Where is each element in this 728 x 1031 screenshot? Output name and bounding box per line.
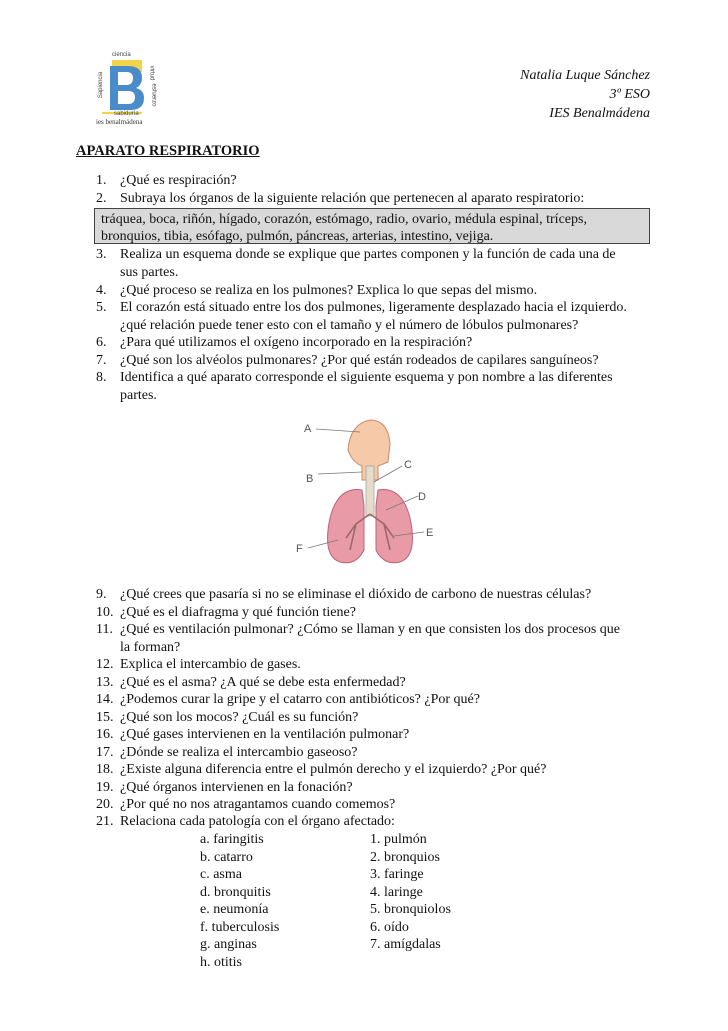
trachea bbox=[366, 466, 374, 516]
logo-word: esfuerzo bbox=[150, 83, 157, 107]
label-line bbox=[318, 472, 362, 474]
logo-word: sabiduría bbox=[114, 111, 139, 117]
organ-list-box bbox=[94, 208, 650, 244]
question-7: 7. ¿Qué son los alvéolos pulmonares? ¿Por qué están rodeados de capilares sanguíneos? bbox=[96, 353, 599, 368]
organ-item: 7. amígdalas bbox=[370, 937, 441, 952]
question-11-cont: la forman? bbox=[120, 640, 181, 655]
question-21: 21. Relaciona cada patología con el órgano afectado: bbox=[96, 814, 395, 829]
diagram-label-e: E bbox=[426, 527, 434, 539]
school-name: IES Benalmádena bbox=[549, 106, 650, 121]
logo-word: ciencia bbox=[112, 52, 131, 58]
logo-word: virtud bbox=[148, 65, 155, 81]
pathology-item: g. anginas bbox=[200, 937, 257, 952]
respiratory-system-diagram bbox=[290, 410, 450, 580]
question-18: 18. ¿Existe alguna diferencia entre el pulmón derecho y el izquierdo? ¿Por qué? bbox=[96, 762, 547, 777]
organ-item: 4. laringe bbox=[370, 884, 423, 900]
question-20: 20. ¿Por qué no nos atragantamos cuando comemos? bbox=[96, 797, 396, 812]
pathology-item: e. neumonía bbox=[200, 902, 269, 917]
pathology-item: c. asma bbox=[200, 867, 242, 882]
question-19: 19. ¿Qué órganos intervienen en la fonación? bbox=[96, 780, 353, 795]
question-5: 5. El corazón está situado entre los dos pulmones, ligeramente desplazado hacia el izquierdo. bbox=[96, 300, 627, 315]
pathology-item: f. tuberculosis bbox=[200, 919, 280, 935]
author-name: Natalia Luque Sánchez bbox=[520, 68, 650, 83]
question-9: 9. ¿Qué crees que pasaría si no se eliminase el dióxido de carbono de nuestras células? bbox=[96, 587, 592, 602]
school-logo bbox=[86, 52, 158, 128]
logo-word: Sapiencia bbox=[98, 71, 105, 99]
logo-graphic bbox=[86, 52, 158, 118]
question-16: 16. ¿Qué gases intervienen en la ventilación pulmonar? bbox=[96, 727, 410, 742]
diagram-label-c: C bbox=[404, 459, 412, 471]
question-3: 3. Realiza un esquema donde se explique que partes componen y la función de cada una de bbox=[96, 247, 616, 262]
question-8: 8. Identifica a qué aparato corresponde el siguiente esquema y pon nombre a las diferentes bbox=[96, 370, 613, 385]
organ-list bbox=[370, 831, 451, 954]
pathology-item: h. otitis bbox=[200, 954, 243, 970]
page-title: APARATO RESPIRATORIO bbox=[76, 143, 260, 159]
author-block bbox=[520, 66, 650, 123]
diagram-label-f: F bbox=[296, 543, 303, 555]
organ-item: 5. bronquiolos bbox=[370, 902, 451, 917]
question-17: 17. ¿Dónde se realiza el intercambio gaseoso? bbox=[96, 745, 358, 760]
diagram-label-a: A bbox=[304, 423, 312, 435]
grade: 3º ESO bbox=[609, 87, 650, 102]
question-2: 2. Subraya los órganos de la siguiente relación que pertenecen al aparato respiratorio: bbox=[96, 191, 585, 206]
question-3-cont: sus partes. bbox=[120, 265, 179, 280]
pathology-item: b. catarro bbox=[200, 849, 253, 865]
question-4: 4. ¿Qué proceso se realiza en los pulmones? Explica lo que sepas del mismo. bbox=[96, 283, 538, 298]
question-15: 15. ¿Qué son los mocos? ¿Cuál es su función? bbox=[96, 710, 359, 725]
organ-item: 3. faringe bbox=[370, 867, 424, 882]
question-1: 1. ¿Qué es respiración? bbox=[96, 173, 237, 188]
logo-caption: ies benalmádena bbox=[96, 118, 143, 126]
question-13: 13. ¿Qué es el asma? ¿A qué se debe esta enfermedad? bbox=[96, 675, 406, 690]
organ-list-line: tráquea, boca, riñón, hígado, corazón, estómago, radio, ovario, médula espinal, tríceps, bbox=[101, 212, 587, 227]
diagram-label-b: B bbox=[306, 473, 314, 485]
question-6: 6. ¿Para qué utilizamos el oxígeno incorporado en la respiración? bbox=[96, 335, 473, 350]
question-10: 10. ¿Qué es el diafragma y qué función tiene? bbox=[96, 605, 356, 620]
organ-item: 1. pulmón bbox=[370, 832, 427, 847]
organ-item: 2. bronquios bbox=[370, 849, 440, 865]
organ-list-line: bronquios, tibia, esófago, pulmón, páncreas, arterias, intestino, vejiga. bbox=[101, 229, 494, 244]
question-14: 14. ¿Podemos curar la gripe y el catarro con antibióticos? ¿Por qué? bbox=[96, 692, 480, 707]
right-lung bbox=[328, 490, 364, 563]
question-12: 12. Explica el intercambio de gases. bbox=[96, 657, 301, 672]
organ-item: 6. oído bbox=[370, 919, 409, 935]
question-8-cont: partes. bbox=[120, 388, 157, 403]
pathology-list bbox=[200, 831, 279, 971]
pathology-item: a. faringitis bbox=[200, 832, 264, 847]
pathology-item: d. bronquitis bbox=[200, 884, 271, 900]
diagram-label-d: D bbox=[418, 491, 426, 503]
question-5-cont: ¿qué relación puede tener esto con el tamaño y el número de lóbulos pulmonares? bbox=[120, 318, 579, 333]
question-11: 11. ¿Qué es ventilación pulmonar? ¿Cómo se llaman y en que consisten los dos procesos que bbox=[96, 622, 620, 637]
